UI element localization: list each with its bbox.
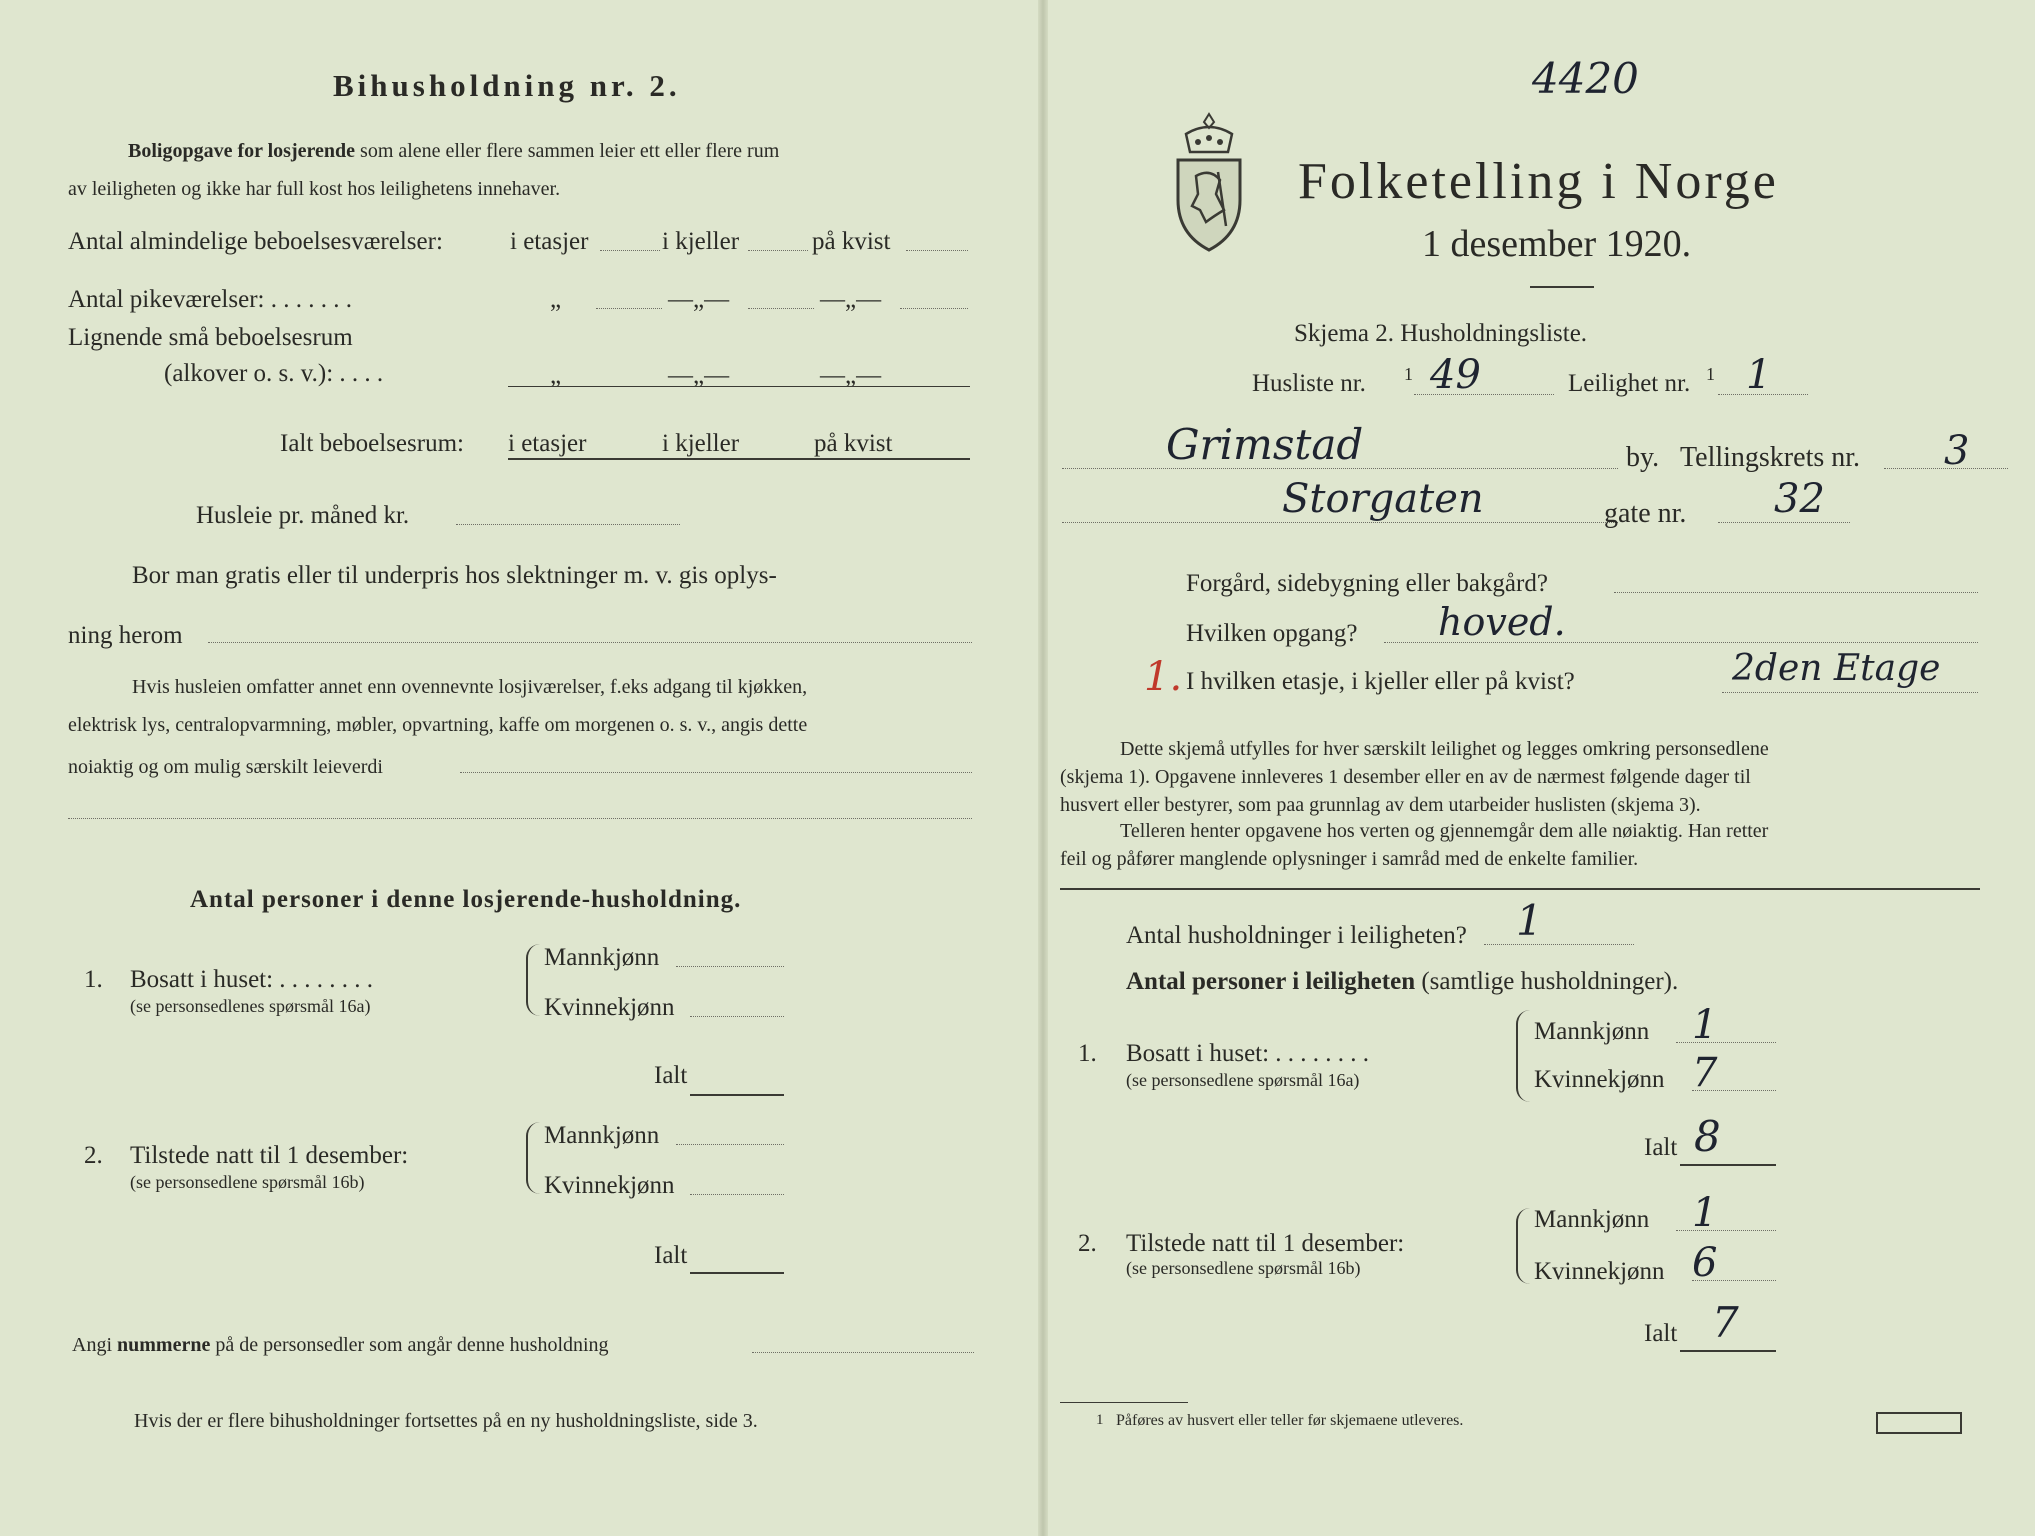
husleie-label: Husleie pr. måned kr. <box>196 502 410 529</box>
bor-line-2: ning herom <box>68 622 183 649</box>
left-q1-ialt-label: Ialt <box>654 1062 688 1089</box>
pike-kvist-field[interactable] <box>900 308 968 309</box>
left-title: Bihusholdning nr. 2. <box>333 68 681 103</box>
leilighet-footnote-mark: 1 <box>1706 364 1715 384</box>
title-rule <box>1530 286 1594 288</box>
lignende-label-2: (alkover o. s. v.): . . . . <box>164 360 384 387</box>
archive-number: 4420 <box>1532 54 1639 103</box>
hush-question: Antal husholdninger i leiligheten? <box>1126 922 1467 949</box>
left-q1-ialt-field[interactable] <box>690 1094 784 1096</box>
rooms-etasjer-label: i etasjer <box>510 228 589 255</box>
left-q1-mann-field[interactable] <box>676 966 784 967</box>
left-q1-brace <box>526 944 540 1016</box>
left-q2-label: Tilstede natt til 1 desember: <box>130 1142 409 1169</box>
bor-line-1: Bor man gratis eller til underpris hos slektninger m. v. gis oplys- <box>132 562 777 589</box>
opgang-field[interactable] <box>1384 642 1978 643</box>
intro-line-1 <box>128 140 779 163</box>
hvis-line-2: elektrisk lys, centralopvarmning, møbler, opvartning, kaffe om morgenen o. s. v., angis dette <box>68 714 808 736</box>
info-line-5: feil og påfører manglende oplysninger i samråd med de enkelte familier. <box>1060 848 1639 870</box>
city-value: Grimstad <box>1166 420 1364 469</box>
bor-field[interactable] <box>208 642 972 643</box>
leilighet-label: Leilighet nr. <box>1568 370 1691 397</box>
hvis-field-2[interactable] <box>68 818 972 819</box>
pike-ditto-1: „ <box>550 286 562 313</box>
right-q2-kvinne-field[interactable] <box>1692 1280 1776 1281</box>
right-q2-mann-value: 1 <box>1692 1190 1718 1236</box>
right-q1-num: 1. <box>1078 1040 1097 1067</box>
husliste-footnote-mark: 1 <box>1404 364 1413 384</box>
footnote-rule <box>1060 1402 1188 1403</box>
left-q1-num: 1. <box>84 966 103 993</box>
krets-label: Tellingskrets nr. <box>1680 442 1861 473</box>
right-q1-kvinne-label: Kvinnekjønn <box>1534 1066 1665 1093</box>
ialt-rum-label: Ialt beboelsesrum: <box>280 430 464 457</box>
left-q2-kvinne-field[interactable] <box>690 1194 784 1195</box>
street-field[interactable] <box>1062 522 1618 523</box>
info-line-2: (skjema 1). Opgavene innleveres 1 desember eller en av de nærmest følgende dager til <box>1060 766 1751 788</box>
krets-field[interactable] <box>1884 468 2008 469</box>
persons-title-line <box>1126 968 1678 996</box>
right-q2-ialt-label: Ialt <box>1644 1320 1678 1347</box>
pike-etasjer-field[interactable] <box>596 308 662 309</box>
lignende-label-1: Lignende små beboelsesrum <box>68 324 353 351</box>
lignende-ditto-2: —„— <box>668 362 730 389</box>
intro-bold: Boligopgave for losjerende <box>128 140 356 162</box>
pike-ditto-3: —„— <box>820 286 882 313</box>
husleie-field[interactable] <box>456 524 680 525</box>
left-q2-ialt-field[interactable] <box>690 1272 784 1274</box>
opgang-question: Hvilken opgang? <box>1186 620 1358 647</box>
angi-bold: nummerne <box>117 1334 211 1356</box>
info-line-4: Telleren henter opgavene hos verten og gjennemgår dem alle nøiaktig. Han retter <box>1120 820 1769 842</box>
right-date: 1 desember 1920. <box>1422 223 1692 265</box>
ialt-kvist-label: på kvist <box>814 430 893 457</box>
right-q1-kvinne-field[interactable] <box>1692 1090 1776 1091</box>
right-q1-sub: (se personsedlene spørsmål 16a) <box>1126 1070 1360 1090</box>
right-q2-mann-label: Mannkjønn <box>1534 1206 1650 1233</box>
left-q2-brace <box>526 1122 540 1194</box>
by-label: by. <box>1626 442 1660 473</box>
intro-line-2: av leiligheten og ikke har full kost hos leilighetens innehaver. <box>68 178 561 200</box>
left-q1-mann-label: Mannkjønn <box>544 944 660 971</box>
right-q2-mann-field[interactable] <box>1676 1230 1776 1231</box>
right-q1-kvinne-value: 7 <box>1692 1050 1718 1096</box>
rooms-label: Antal almindelige beboelsesværelser: <box>68 228 443 255</box>
angi-rest: på de personsedler som angår denne husholdning <box>215 1334 609 1356</box>
rooms-kjeller-field[interactable] <box>748 250 808 251</box>
city-field[interactable] <box>1062 468 1618 469</box>
right-title: Folketelling i Norge <box>1298 153 1779 210</box>
rooms-etasjer-field[interactable] <box>600 250 660 251</box>
etasje-red-mark: 1. <box>1144 654 1183 700</box>
rooms-kvist-field[interactable] <box>906 250 968 251</box>
left-q2-sub: (se personsedlene spørsmål 16b) <box>130 1172 365 1192</box>
persons-rest: (samtlige husholdninger). <box>1421 968 1679 995</box>
angi-pre: Angi <box>72 1334 112 1356</box>
leilighet-value: 1 <box>1746 352 1772 398</box>
persons-bold: Antal personer i leiligheten <box>1126 968 1416 995</box>
opgang-value: hoved. <box>1438 600 1566 644</box>
norway-coat-of-arms-icon <box>1170 110 1248 256</box>
right-q1-mann-value: 1 <box>1692 1002 1718 1048</box>
left-footer: Hvis der er flere bihusholdninger fortsettes på en ny husholdningsliste, side 3. <box>134 1410 758 1432</box>
etasje-value: 2den Etage <box>1732 648 1941 689</box>
gate-field[interactable] <box>1718 522 1850 523</box>
footnote-mark: 1 <box>1096 1412 1104 1428</box>
gate-value: 32 <box>1774 476 1825 522</box>
right-q1-label: Bosatt i huset: . . . . . . . . <box>1126 1040 1370 1067</box>
pike-label: Antal pikeværelser: . . . . . . . <box>68 286 352 313</box>
right-q1-mann-field[interactable] <box>1676 1042 1776 1043</box>
right-q2-ialt-value: 7 <box>1712 1298 1739 1347</box>
left-q1-kvinne-label: Kvinnekjønn <box>544 994 675 1021</box>
husliste-value: 49 <box>1430 352 1481 398</box>
hush-field[interactable] <box>1484 944 1634 945</box>
left-q1-label: Bosatt i huset: . . . . . . . . <box>130 966 374 993</box>
right-q1-brace <box>1516 1010 1530 1102</box>
right-q1-ialt-field[interactable] <box>1680 1164 1776 1166</box>
right-q1-ialt-label: Ialt <box>1644 1134 1678 1161</box>
krets-value: 3 <box>1944 428 1970 474</box>
right-q2-kvinne-label: Kvinnekjønn <box>1534 1258 1665 1285</box>
pike-ditto-2: —„— <box>668 286 730 313</box>
forgard-question: Forgård, sidebygning eller bakgård? <box>1186 570 1548 597</box>
right-q1-ialt-value: 8 <box>1694 1112 1721 1161</box>
etasje-field[interactable] <box>1722 692 1978 693</box>
info-line-3: husvert eller bestyrer, som paa grunnlag av dem utarbeider huslisten (skjema 3). <box>1060 794 1701 816</box>
angi-line <box>72 1334 609 1357</box>
ialt-kjeller-label: i kjeller <box>662 430 740 457</box>
skjema-label: Skjema 2. Husholdningsliste. <box>1294 320 1588 347</box>
left-q1-kvinne-field[interactable] <box>690 1016 784 1017</box>
lignende-ditto-3: —„— <box>820 362 882 389</box>
rooms-kjeller-label: i kjeller <box>662 228 740 255</box>
lignende-ditto-1: „ <box>550 362 562 389</box>
leilighet-field[interactable] <box>1718 394 1808 395</box>
hvis-line-3: noiaktig og om mulig særskilt leieverdi <box>68 756 383 778</box>
hvis-field[interactable] <box>460 772 972 773</box>
lignende-underline <box>508 386 970 387</box>
printer-stamp <box>1876 1412 1962 1434</box>
left-q2-num: 2. <box>84 1142 103 1169</box>
right-q2-label: Tilstede natt til 1 desember: <box>1126 1230 1405 1257</box>
left-persons-title: Antal personer i denne losjerende-husholdning. <box>190 886 742 913</box>
right-q2-brace <box>1516 1208 1530 1284</box>
footnote-text: Påføres av husvert eller teller før skjemaene utleveres. <box>1116 1412 1464 1429</box>
husliste-label: Husliste nr. <box>1252 370 1366 397</box>
hush-value: 1 <box>1516 896 1543 945</box>
gate-label: gate nr. <box>1604 498 1687 529</box>
hvis-line-1: Hvis husleien omfatter annet enn ovennevnte losjiværelser, f.eks adgang til kjøkken, <box>132 676 808 698</box>
left-q1-sub: (se personsedlenes spørsmål 16a) <box>130 996 371 1016</box>
right-q2-kvinne-value: 6 <box>1692 1240 1718 1286</box>
right-page <box>1046 0 2035 1536</box>
husliste-field[interactable] <box>1414 394 1554 395</box>
ialt-etasjer-label: i etasjer <box>508 430 587 457</box>
street-value: Storgaten <box>1282 476 1484 522</box>
forgard-field[interactable] <box>1614 592 1978 593</box>
ialt-rum-underline <box>508 458 970 460</box>
left-q2-kvinne-label: Kvinnekjønn <box>544 1172 675 1199</box>
left-q2-ialt-label: Ialt <box>654 1242 688 1269</box>
intro-rest: som alene eller flere sammen leier ett eller flere rum <box>360 140 780 162</box>
info-line-1: Dette skjemå utfylles for hver særskilt leilighet og legges omkring personsedlene <box>1120 738 1769 760</box>
left-q2-mann-label: Mannkjønn <box>544 1122 660 1149</box>
right-q2-ialt-field[interactable] <box>1680 1350 1776 1352</box>
pike-kjeller-field[interactable] <box>748 308 814 309</box>
angi-field[interactable] <box>752 1352 974 1353</box>
rooms-kvist-label: på kvist <box>812 228 891 255</box>
left-q2-mann-field[interactable] <box>676 1144 784 1145</box>
right-q2-sub: (se personsedlene spørsmål 16b) <box>1126 1258 1361 1278</box>
right-q1-mann-label: Mannkjønn <box>1534 1018 1650 1045</box>
info-rule <box>1060 888 1980 890</box>
right-q2-num: 2. <box>1078 1230 1097 1257</box>
etasje-question: I hvilken etasje, i kjeller eller på kvist? <box>1186 668 1575 695</box>
